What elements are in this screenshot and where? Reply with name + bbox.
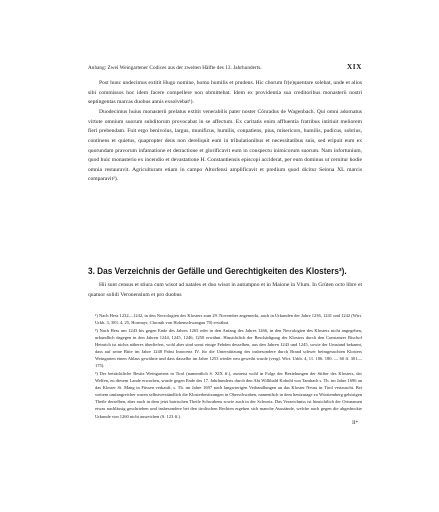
footnotes <box>88 312 362 427</box>
running-header-title: Anhang: Zwei Weingartener Codices aus der zweiten Hälfte des 13. Jahrhunderts. <box>88 65 262 71</box>
paragraph-abbot-conrad: Duodecimus huius monasterii prelatus extitit venerabilis pater noster Cŏnradus de Wagenbach. Qui omni adornatus virtute omnium suorum subditorum provocabat in se affectum. Ex caritatis enim affluentia fratribus intitiuit meliorem fieri prebendam. Fuit ergo benivolus, largus, munificus, humilis, conpatiens, pius, misericors, humilis, pudicus, sobrius, continens et quietus, quapropter deus non dereliquit eum in tribulationibus et necessitatibus suis, sed eripuit eum ex quorundam pravorum infamatione et detractione et glorificavit eum in conspectu inimicorum suorum. Nam infortunium, quod huic monasterio ex incendio et devastatione H. Constantiensis episcopi acciderat, per eum dominus ut cernitur hodie omnia restauravit. Agriculturam etiam in campo Altorfensi amplificavit et predium quod dicitur Seinna XL marcis comparavit²). <box>88 109 362 183</box>
footnote-3: ³) Der beträchtliche Besitz Weingartens in Tirol (namentlich S. XIX ff.), zumeist wohl in Folge der Beziehungen der Stifter des Klosters, der Welfen, zu diesem Lande erworben, wurde gegen Ende des 17. Jahrhunderts durch den Abt Willibald Kobold von Tambach s. Th. im Jahre 1696 an das Kloster St. Mang in Füssen verkauft, s. Th. im Jahre 1697 nach langwierigen Verhandlungen an das Kloster Neuss in Tirol vertauscht. Bei weitem umfangreicher waren selbstverständlich die Klosterbesitzungen in Oberschwaben, namentlich in dem heutzutage zu Württemberg gehörigen Theile derselben, aber auch in dem jetzt bairischen Theile Schwabens sowie auch in der Schweiz. Das Verzeichniss ist hinsichtlich der Ortsnamen etwas nachlässig geschrieben und insbesondere bei den tirolischen Rechten ergeben sich manche Ausstände, welche auch gegen die abgedruckte Urkunde von 1260 nicht ausreichen (S. 123 ff.). <box>95 370 362 419</box>
signature-mark: II* <box>352 421 358 427</box>
running-header <box>88 63 362 71</box>
body-text <box>88 79 362 185</box>
section-intro-paragraph: Hii sunt census et stiura cum wisot ad natales et duo wisot in autumpno et in Maione in Vlum. In Grŭten octo libre et quatuor solidi Veronensium et pro duobus <box>88 282 362 298</box>
page-number: XIX <box>347 63 362 71</box>
footnote-2: ²) Nach Hess um 1243 bis gegen Ende des Jahres 1265 oder in den Anfang des Jahres 1266, in den Necrologien des Klosters nicht angegeben, urkundlich dagegen in den Jahren 1244, 1245, 1246, 1250 erwähnt. Hinsichtlich der Beschädigung der Klosters durch den Constanzer Bischof Heinrich ist nichts näheres überliefert, wohl aber sind sonst einige Fehden desselben, aus den Jahren 1243 und 1245, sowie der Umstand bekannt, dass auf seine Bitte im Jahre 1248 Pabst Innocenz IV. für die Unterstützung des insbesondere durch Brand schwer beimgesuchten Klosters Weingarten einen Ablass gewährte und dass dasselbe im Jahre 1253 wieder neu geweiht wurde (vergl. Wirt. Urkb. 4, 11. 106. 180. — 60 ff. 301—175). <box>95 327 362 369</box>
section-body <box>88 281 362 300</box>
footnote-1: ¹) Nach Hess 1232—1242, in den Necrologien des Klosters zum 29. November angemerkt, auch in Urkunden der Jahre 1236, 1241 und 1242 (Wirt. Urkb. 3, 383. 4, 25, Hormayr, Chronik von Hohenschwangau 70) erwähnt. <box>95 313 362 326</box>
paragraph-abbot-hugo: Post hunc undecimus extitit Hugo nomine, homo humilis et prudens. Hic chorum fr(e)quentare solebat, unde et alios sibi commissos hoc idem facere compellere non obmittebat. Idem ex providentia sua creditoribus monasterii nostri septingentas marcas duobus annis exsolvebat¹). <box>88 80 362 106</box>
section-heading: 3. Das Verzeichnis der Gefälle und Gerechtigkeiten des Klosters³). <box>88 266 347 276</box>
